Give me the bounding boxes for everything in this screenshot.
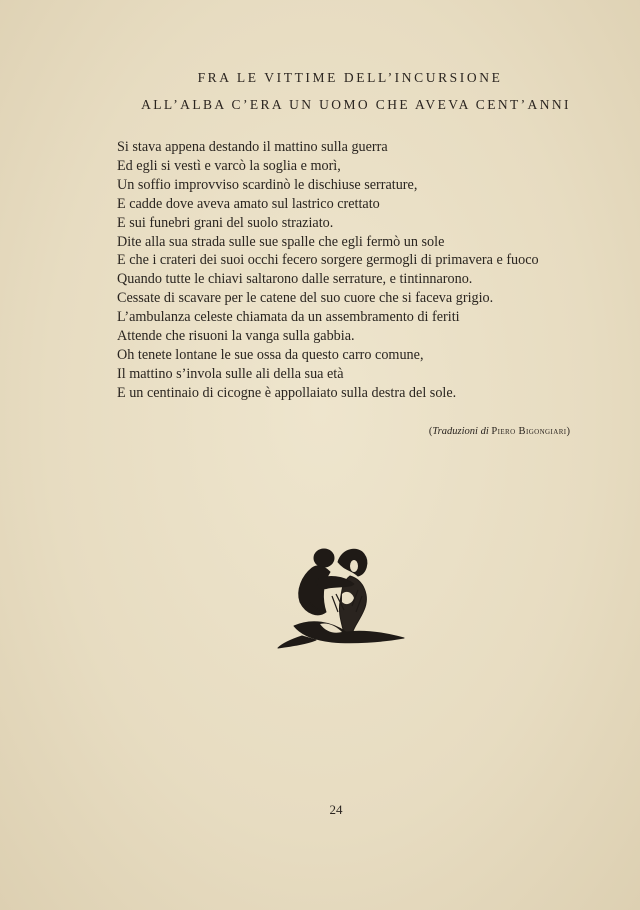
poem-line: E cadde dove aveva amato sul lastrico crettato <box>117 195 380 212</box>
poem-line: Si stava appena destando il mattino sulla guerra <box>117 139 388 155</box>
poem-line: Il mattino s’invola sulle ali della sua età <box>117 365 344 382</box>
poem-line: Cessate di scavare per le catene del suo cuore che si faceva grigio. <box>117 290 494 307</box>
poem-line: E sui funebri grani del suolo straziato. <box>117 214 334 231</box>
poem-line: Dite alla sua strada sulle sue spalle che egli fermò un sole <box>117 233 445 250</box>
credit-translator-name: Piero Bigongiari <box>491 426 567 437</box>
poem-line: E che i crateri dei suoi occhi fecero sorgere germogli di primavera e fuoco <box>117 252 539 269</box>
translation-credit <box>400 426 570 437</box>
credit-translation-label: Traduzioni di <box>432 426 489 437</box>
poem-line: E un centinaio di cicogne è appollaiato sulla destra del sole. <box>117 384 457 401</box>
page-number: 24 <box>329 802 343 817</box>
poem-body <box>117 138 587 403</box>
credit-open-paren: ( <box>428 426 433 437</box>
poem-line: Un soffio improvviso scardinò le dischiuse serrature, <box>117 176 418 193</box>
poem-line: L’ambulanza celeste chiamata da un assembramento di feriti <box>117 309 460 326</box>
embracing-figures-vignette-icon <box>272 540 412 650</box>
credit-close-paren: ) <box>566 426 570 437</box>
poem-line: Quando tutte le chiavi saltarono dalle serrature, e tintinnarono. <box>117 271 473 288</box>
title-line-1: FRA LE VITTIME DELL’INCURSIONE <box>197 70 503 85</box>
title-line-2: ALL’ALBA C’ERA UN UOMO CHE AVEVA CENT’ANNI <box>141 97 571 112</box>
poem-line: Ed egli si vestì e varcò la soglia e morì, <box>117 157 341 174</box>
poem-line: Attende che risuoni la vanga sulla gabbia. <box>117 328 355 345</box>
poem-line: Oh tenete lontane le sue ossa da questo carro comune, <box>117 346 424 363</box>
